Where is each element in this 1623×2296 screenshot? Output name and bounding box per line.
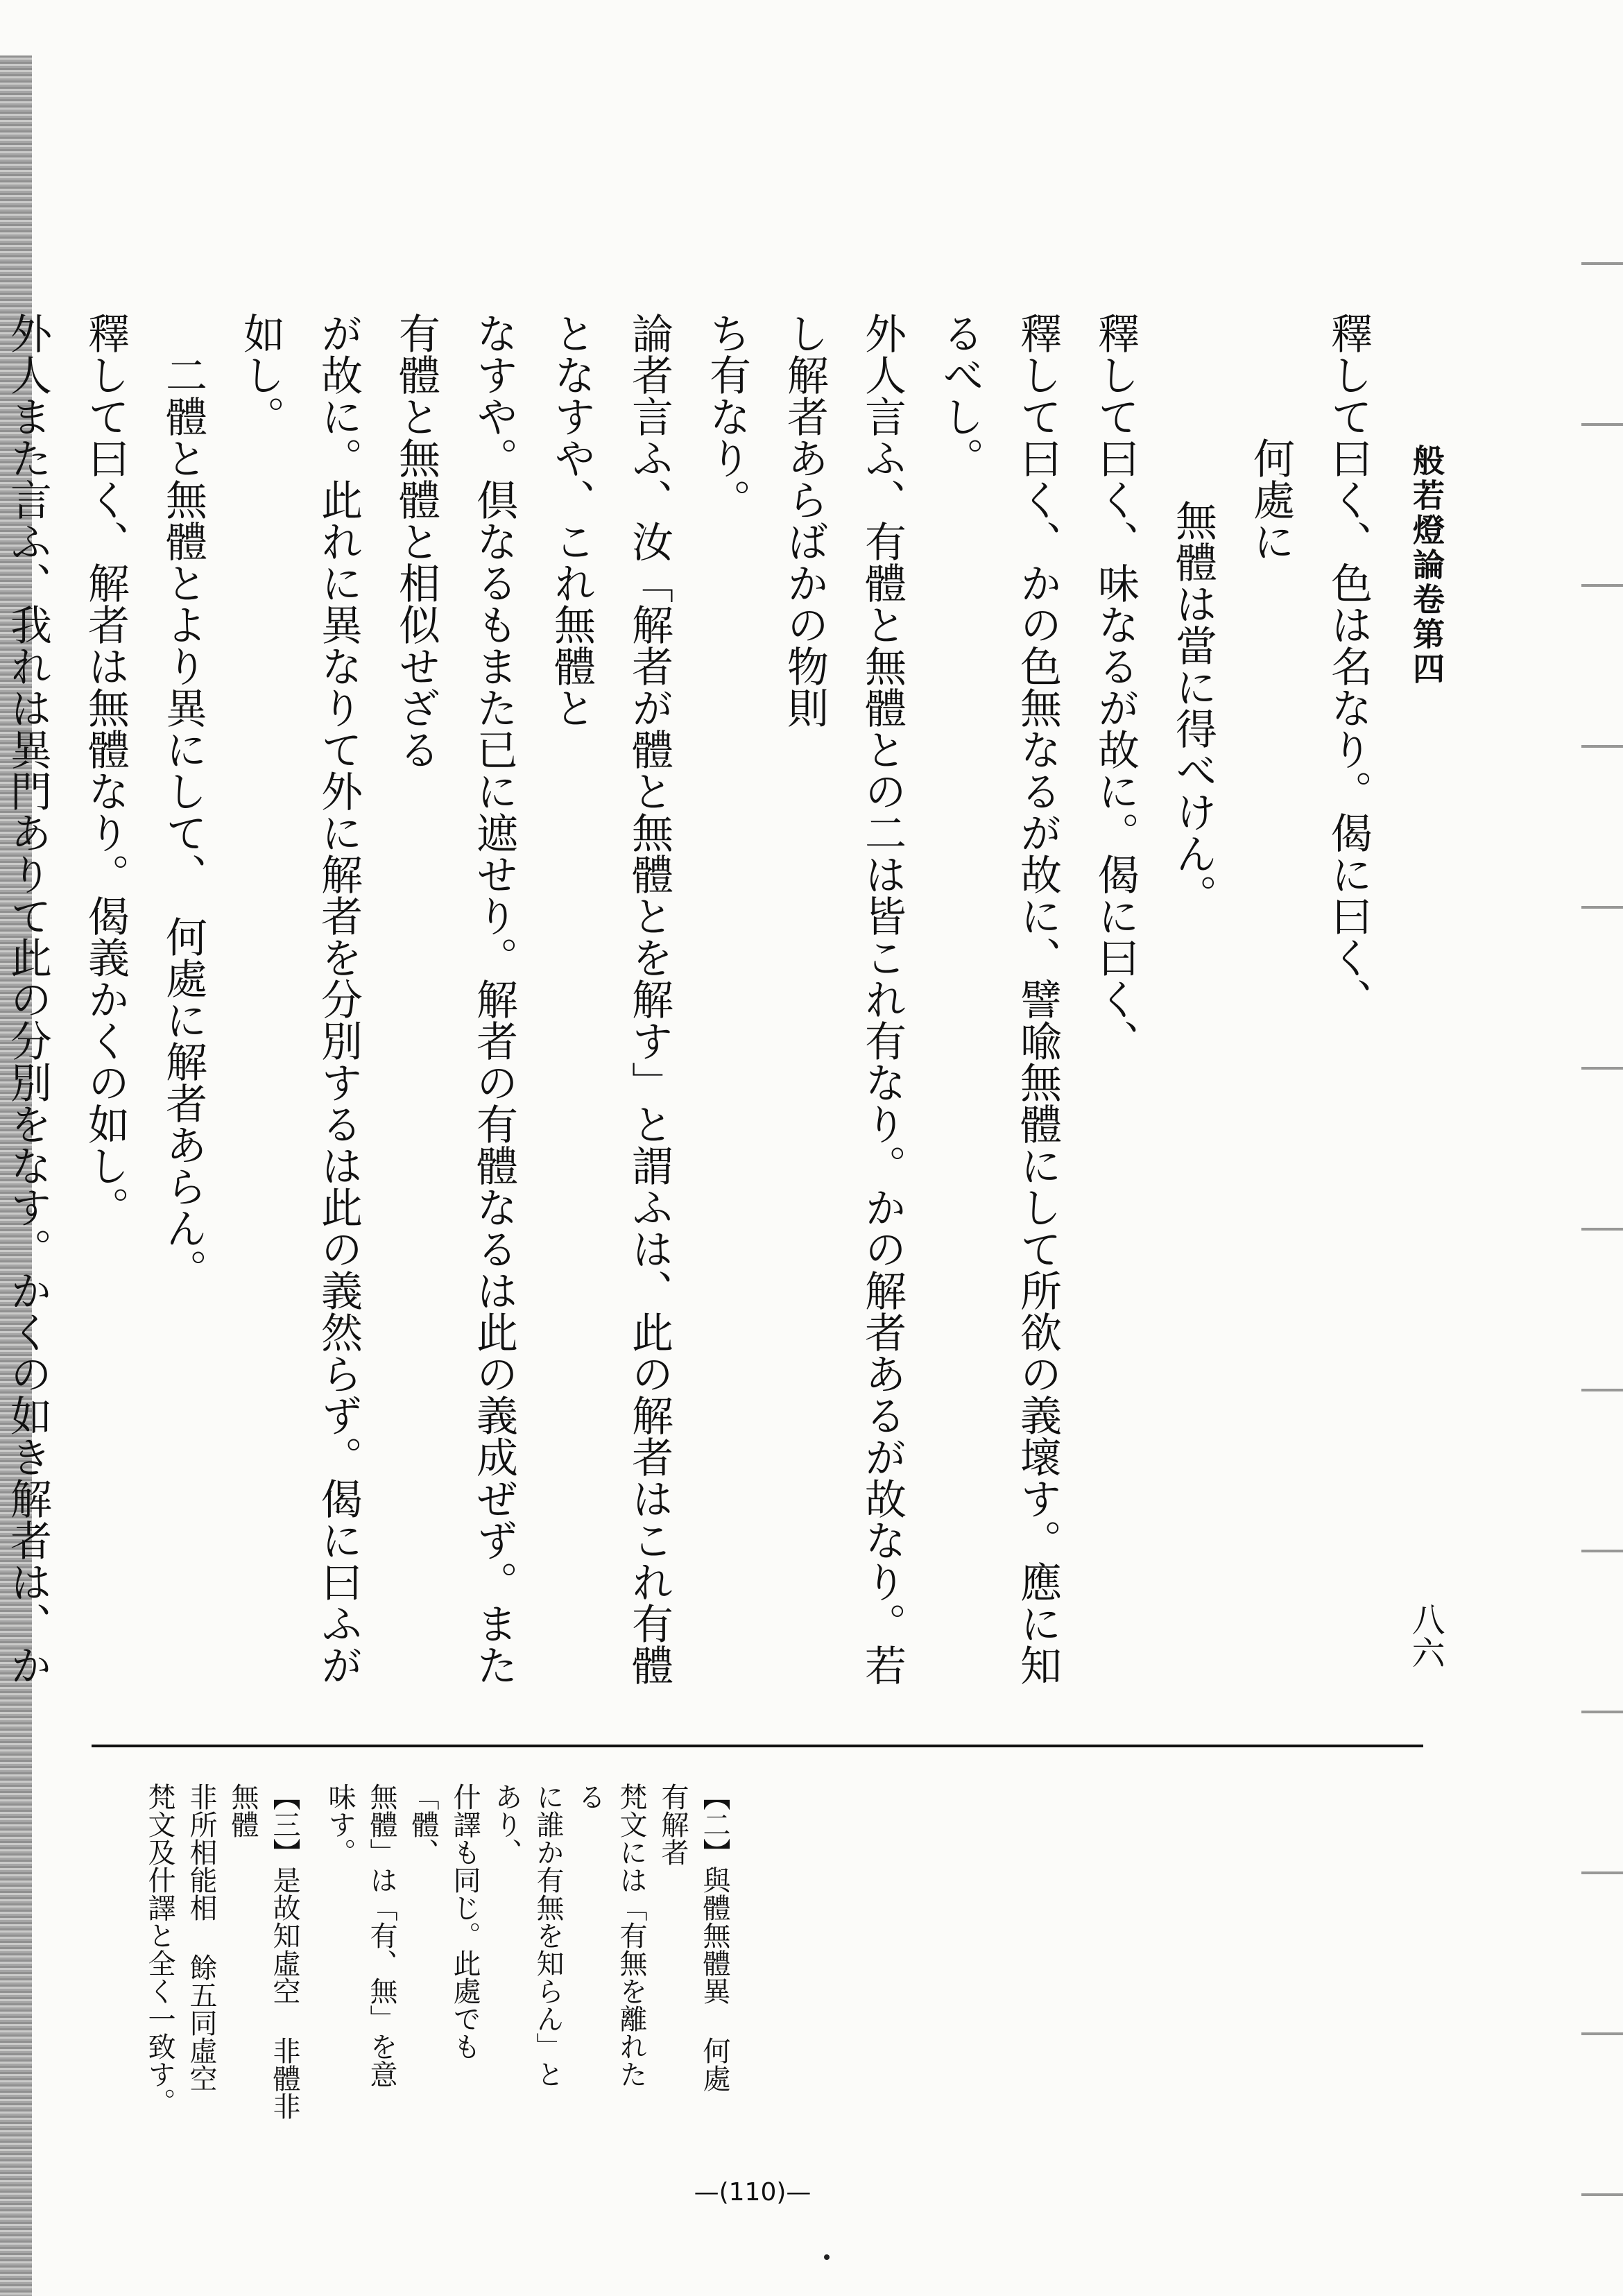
text-line: 外人言ふ、有體と無體との二は皆これ有なり。かの解者あるが故なり。若し解者あらばかの物則 xyxy=(780,312,907,1686)
note-line: 【三】是故知虛空 非體非無體 xyxy=(227,1783,300,2120)
text-line: 釋して曰く、解者は無體なり。偈義かくの如し。 xyxy=(81,312,130,1228)
verse-line: 無體は當に得べけん。 xyxy=(1169,416,1217,916)
text-line: 釋して曰く、かの色無なるが故に、譬喩無體にして所欲の義壞す。應に知るべし。 xyxy=(936,312,1062,1686)
note-line: 【二】與體無體異 何處有解者 xyxy=(657,1783,730,2092)
note-line: 無體」は「有、無」を意味す。 xyxy=(324,1783,397,2088)
folio-number: —(110)— xyxy=(694,2178,812,2207)
running-title: 般若燈論卷第四 xyxy=(1408,444,1445,687)
note-line: に誰か有無を知らん」とあり、 xyxy=(490,1783,564,2088)
footnote-divider xyxy=(92,1745,1423,1747)
verse-line: 二體と無體とより異にして、 何處に解者あらん。 xyxy=(159,354,207,1290)
footnote-3 xyxy=(125,1783,305,2143)
text-line: 論者言ふ、汝「解者が體と無體とを解す」と謂ふは、此の解者はこれ有體となすや、これ無體と xyxy=(547,312,673,1686)
page-number: 八六 xyxy=(1406,1602,1445,1669)
main-text xyxy=(0,312,1387,1720)
text-line: 釋して曰く、味なるが故に。偈に曰く、 xyxy=(1091,312,1140,1061)
scan-dot xyxy=(824,2254,830,2260)
text-line: が故に。此れに異なりて外に解者を分別するは此の義然らず。偈に曰ふが如し。 xyxy=(237,312,363,1686)
note-line: 梵文には「有無を離れたる xyxy=(574,1783,647,2088)
footnote-2 xyxy=(324,1783,735,2102)
text-line: ち有なり。 xyxy=(703,312,751,520)
note-line: 梵文及什譯と全く一致す。 xyxy=(144,1783,175,2116)
text-line: 外人また言ふ、我れは異門ありて此の分別をなす。かくの如き解者は、か xyxy=(3,312,52,1686)
text-line: なすや。倶なるもまた已に遮せり。解者の有體なるは此の義成ぜず。また有體と無體と相似せざる xyxy=(392,312,518,1686)
note-line: 非所相能相 餘五同虛空 xyxy=(185,1783,217,2092)
margin-tick-marks xyxy=(1581,104,1623,2254)
text-line: 釋して曰く、色は名なり。偈に曰く、 xyxy=(1324,312,1373,1020)
note-line: 什譯も同じ。此處でも「體、 xyxy=(407,1783,481,2060)
verse-line: 何處に xyxy=(1246,395,1295,562)
